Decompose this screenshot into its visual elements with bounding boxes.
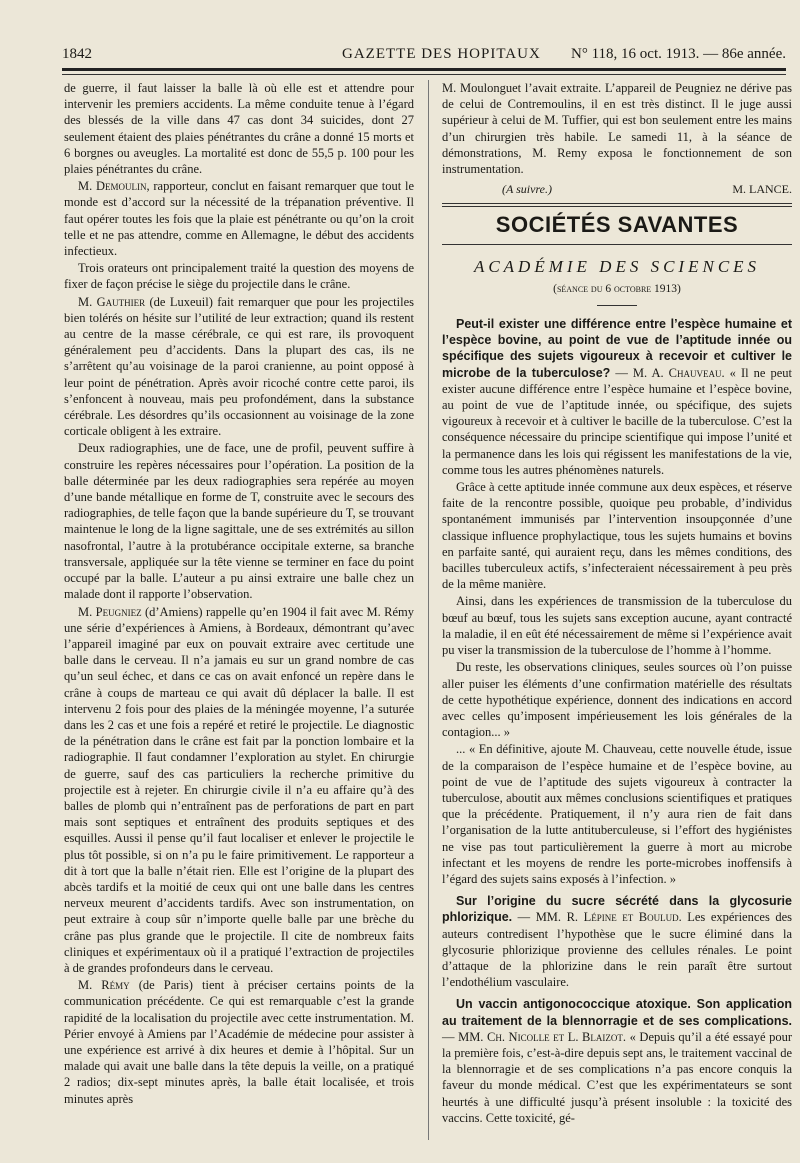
short-rule bbox=[597, 305, 637, 306]
column-divider bbox=[428, 80, 429, 1140]
journal-title: GAZETTE DES HOPITAUX bbox=[342, 46, 541, 62]
issue-info: N° 118, 16 oct. 1913. — 86e année. bbox=[571, 46, 786, 62]
speaker-name: M. Gauthier bbox=[78, 294, 146, 309]
paragraph-text: Les expériences des auteurs contredisent l’hypothèse que le sucre éliminé dans la glycosurie phlorizique provienne des cellules rénales. Le point d’attaque de la phlorizine dans le rein paraît être surtout l’endothélium vasculaire. bbox=[442, 910, 793, 990]
paragraph-text: M. Moulonguet l’avait extraite. L’appareil de Peugniez ne dérive pas de celui de Contremoulins, il en est très distinct. Il le juge aussi supérieur à celui de M. Tuffier, qui est bon seulement entre les mains d’un chirurgien très habile. Le samedi 11, à la séance de démonstrations, M. Remy exposa le fonctionnement de son instrumentation. bbox=[442, 81, 792, 177]
section-rule bbox=[442, 244, 792, 245]
speaker-name: M. Rémy bbox=[78, 978, 130, 993]
signature-line bbox=[442, 181, 792, 197]
paragraph bbox=[442, 479, 792, 592]
paragraph bbox=[442, 996, 792, 1126]
paragraph-text: « Depuis qu’il a été essayé pour la première fois, c’est-à-dire depuis sept ans, le traitement vaccinal de la blennorragie et de ses complications n’a pas encore conquis la faveur du monde médical. C’est que les expérimentateurs se sont heurtés à une difficulté jusqu’à présent insoluble : la toxicité des vaccins. Cette toxicité, gé- bbox=[442, 1029, 792, 1125]
header-rule bbox=[62, 68, 786, 71]
left-column bbox=[64, 80, 414, 1108]
paragraph bbox=[64, 260, 414, 292]
paragraph-text: ... « En définitive, ajoute M. Chauveau, cette nouvelle étude, issue de la comparaison de l’espèce humaine et de l’espèce bovine, au point de vue de l’aptitude des sujets vigoureux à contracter la tuberculose, aboutit aux mêmes conclusions scientifiques et pratiques que la précédente. Pratiquement, il n’y aura rien de fait dans l’organisation de la lutte antituberculeuse, si l’effort des hygiénistes ne vise pas tout particulièrement la guerre à mort au microbe infectant et les moyens de rendre les porte-microbes inoffensifs à l’égard des sujets sains exposés à l’infection. » bbox=[442, 742, 792, 886]
to-be-continued: (A suivre.) bbox=[502, 182, 552, 197]
paragraph-text: (de Luxeuil) fait remarquer que pour les projectiles bien tolérés on hésite sur l’utilité de leur extraction; quand ils restent au centre de la masse cérébrale, ce qui est rare, ils provoquent généralement peu d’accidents. Dans la plupart des cas, ils ne s’arrêtent qu’au voisinage de la paroi cranienne, au point opposé à leur point de pénétration. Après avoir ricoché contre cette paroi, ils s’enfoncent à nouveau, mais peu profondément, dans la substance cérébrale. Les désordres qu’ils occasionnent au voisinage de la zone corticale obligent à les extraire. bbox=[64, 294, 414, 439]
paragraph bbox=[64, 294, 414, 440]
paragraph-text: rapporteur, conclut en faisant remarquer que tout le monde est d’accord sur la nécessité de la trépanation préventive. Il faut opérer toutes les fois que la plaie est pénétrante ou qu’on la croit telle et ne pas attendre, comme en Allemagne, le début des accidents infectieux. bbox=[64, 179, 414, 259]
right-column bbox=[442, 80, 792, 1127]
speaker-name: M. Demoulin, bbox=[78, 179, 150, 194]
article-author: — MM. R. Lépine et Boulud. bbox=[512, 910, 682, 925]
paragraph bbox=[442, 893, 792, 990]
paragraph-text: « Il ne peut exister aucune différence entre l’espèce humaine et l’espèce bovine, au point de vue de l’aptitude innée, ou spécifique, des sujets vigoureux à recevoir et à cultiver le bacille de la tuberculose. C’est la conséquence nécessaire du principe scientifique qui impose l’unité et la permanence dans les lois qui régissent les manifestations de la vie, comme tous les autres phénomènes naturels. bbox=[442, 365, 792, 477]
paragraph-text: Deux radiographies, une de face, une de profil, peuvent suffire à construire les repères nécessaires pour l’opération. La position de la balle déterminée par les deux radiographies sera repérée au moyen d’une bande métallique en forme de T, construite avec le secours des radiographies, de telle façon que la bande supérieure du T, se trouvant maintenue le long de la ligne sagittale, une de ses extrémités au sillon nasofrontal, l’autre à la protubérance occipitale externe, sa branche transversale, appliquée sur la tête vienne se terminer en face du point occupé par la balle. L’auteur a pu ainsi extraire une balle chez un malade dont il rapporte l’observation. bbox=[64, 441, 414, 602]
paragraph-text: Du reste, les observations cliniques, seules sources où l’on puisse aller puiser les éléments d’une confirmation matérielle des résultats de cette hypothétique expérience, donnent des indications en accord avec celles qu’imposent impérieusement les lois générales de la contagion... » bbox=[442, 660, 792, 740]
article-rubric: Un vaccin antigonococcique atoxique. Son application au traitement de la blennorragie et de ses complications. bbox=[442, 997, 792, 1028]
paragraph bbox=[64, 977, 414, 1107]
paragraph bbox=[64, 604, 414, 977]
paragraph bbox=[442, 593, 792, 658]
paragraph bbox=[442, 80, 792, 177]
article-rubric: Sur l’origine du sucre sécrété dans la glycosurie phlorizique. bbox=[442, 894, 792, 925]
paragraph-text: (d’Amiens) rappelle qu’en 1904 il fait avec M. Rémy une série d’expériences à Amiens, à Bordeaux, démontrant qu’avec l’appareil imaginé par eux on pouvait extraire avec certitude une balle dans le cerveau. Il n’a jamais eu sur un grand nombre de cas qu’un seul échec, et dans ce cas on avait enfoncé un repère dans le crâne à coups de marteau ce qui avait dû déplacer la balle. Il est intervenu 2 fois pour des plaies de la méningée moyenne, l’a suturée dans les 2 cas et une fois a repéré et retiré le projectile. Le diagnostic de la pénétration dans le crâne est fait par la ponction lombaire et la radiographie. Il faut condamner l’exploration au stylet. En chirurgie de guerre, sauf des cas particuliers la recherche primitive du projectile est à rejeter. En chirurgie civile il n’a eu affaire qu’à des balles de plomb qui n’entraînent pas de perforations de part en part mais sont septiques et entraînent des produits septiques et des esquilles. Aussi il pense qu’il faut localiser et enlever le projectile le plus tôt possible, si on n’a pu le faire primitivement. Le rapporteur a dit à tort que la balle n’était rien. Elle est l’origine de la plupart des abcès tardifs et la moitié de ceux qui ont une balle dans les centres nerveux meurent d’accidents tardifs. Avec son instrumentation, on peut extraire à coup sûr n’importe quelle balle par une brèche du crâne pas plus grande que le projectile. Il cite de nombreux faits cliniques et expérimentaux où il a pratiqué l’extraction de projectiles à de grandes profondeurs dans le cerveau. bbox=[64, 604, 414, 975]
page-header bbox=[62, 42, 786, 64]
paragraph-text: Ainsi, dans les expériences de transmission de la tuberculose du bœuf au bœuf, tous les sujets sans exception aucune, ayant contracté la maladie, il en eût été nécessairement de même si l’expérience avait pu viser la transmission de la tuberculose de l’homme à l’homme. bbox=[442, 594, 792, 658]
article-author: — MM. Ch. Nicolle et L. Blaizot. bbox=[442, 1029, 627, 1044]
paragraph bbox=[64, 178, 414, 259]
paragraph-text: Trois orateurs ont principalement traité la question des moyens de fixer de façon précise le siège du projectile dans le crâne. bbox=[64, 261, 414, 292]
paragraph bbox=[442, 316, 792, 478]
section-rule bbox=[442, 203, 792, 207]
article-rubric: Peut-il exister une différence entre l’espèce humaine et l’espèce bovine, au point de vue de l’aptitude innée ou spécifique des sujets vigoureux à recevoir et cultiver le microbe de la tuberculose? bbox=[442, 317, 792, 380]
speaker-name: M. Peugniez bbox=[78, 604, 142, 619]
author-signature: M. LANCE. bbox=[732, 182, 792, 197]
session-date: (séance du 6 octobre 1913) bbox=[553, 282, 681, 295]
paragraph-text: (de Paris) tient à préciser certains points de la communication précédente. Ce qui est remarquable c’est la grande rapidité de la localisation du projectile avec cette instrumentation. M. Périer envoyé à Amiens par l’Académie de médecine pour assister à une expérience est arrivé à dix heures et demie à l’hôpital. Sur un malade qui avait une balle dans la tête depuis la veille, on a pratiqué 2 radios; dix-sept minutes après, la balle était localisée, et trois minutes après bbox=[64, 978, 414, 1106]
paragraph bbox=[64, 80, 414, 177]
paragraph bbox=[442, 741, 792, 887]
header-rule-thin bbox=[62, 74, 786, 75]
paragraph bbox=[442, 659, 792, 740]
paragraph-text: Grâce à cette aptitude innée commune aux deux espèces, et réserve faite de la rencontre possible, quoique peu probable, d’individus spontanément immunisés par l’intervention insoupçonnée d’une classique influence prophylactique, tous les sujets humains et bovins en parfaite santé, qui auraient reçu, dans les mêmes conditions, des bacilles tuberculeux actifs, s’infecteraient nécessairement à peu près de la même manière. bbox=[442, 480, 792, 592]
section-title: SOCIÉTÉS SAVANTES bbox=[495, 212, 739, 238]
paragraph bbox=[64, 440, 414, 602]
page-number: 1842 bbox=[62, 46, 92, 62]
academy-title: ACADÉMIE DES SCIENCES bbox=[473, 256, 761, 276]
paragraph-text: de guerre, il faut laisser la balle là où elle est et attendre pour intervenir les premiers accidents. La même conduite tenue à l’égard des blessés de la ville dans 47 cas dont 34 suicides, dont 27 seulement étaient des plaies pénétrantes du crâne a donné 15 morts et 6 borgnes ou aveugles. La mortalité est donc de 55,5 p. 100 pour les plaies pénétrantes du crâne. bbox=[64, 81, 414, 177]
article-author: — M. A. Chauveau. bbox=[610, 365, 725, 380]
